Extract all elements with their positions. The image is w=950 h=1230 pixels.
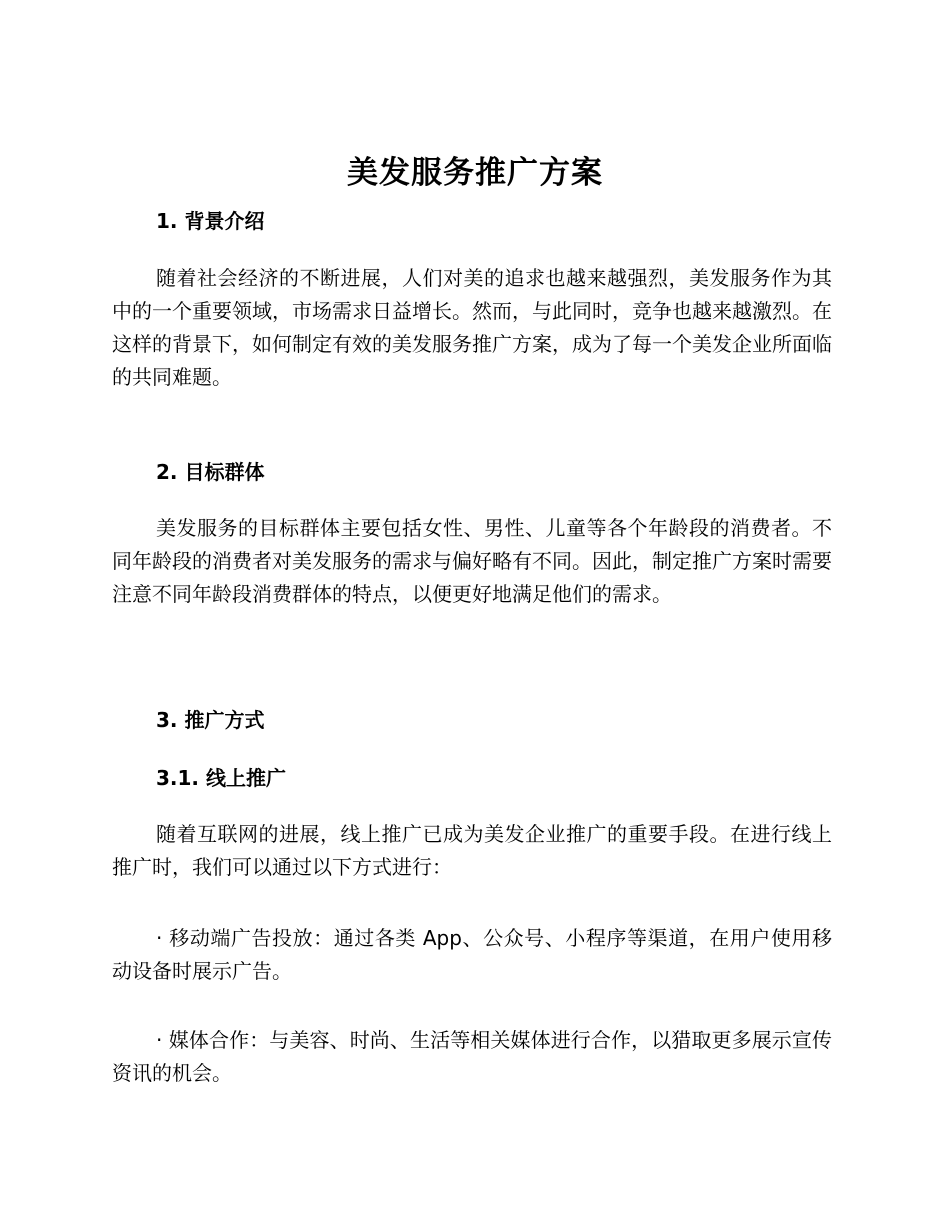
bullet-item: · 移动端广告投放：通过各类 App、公众号、小程序等渠道，在用户使用移动设备时展示广告。 (112, 926, 832, 983)
section-heading-promotion-methods: 3. 推广方式 (156, 708, 265, 732)
subsection-heading-online-promotion: 3.1. 线上推广 (156, 766, 286, 790)
bullet-item: · 媒体合作：与美容、时尚、生活等相关媒体进行合作，以猎取更多展示宣传资讯的机会。 (112, 1028, 832, 1085)
section-heading-background: 1. 背景介绍 (156, 209, 265, 233)
document-title: 美发服务推广方案 (347, 155, 603, 191)
paragraph-background: 随着社会经济的不断进展，人们对美的追求也越来越强烈，美发服务作为其中的一个重要领域，市场需求日益增长。然而，与此同时，竞争也越来越激烈。在这样的背景下，如何制定有效的美发服务推广方案，成为了每一个美发企业所面临的共同难题。 (112, 266, 832, 389)
section-heading-target-group: 2. 目标群体 (156, 460, 265, 484)
paragraph-online-promotion: 随着互联网的进展，线上推广已成为美发企业推广的重要手段。在进行线上推广时，我们可以通过以下方式进行： (112, 822, 832, 879)
paragraph-target-group: 美发服务的目标群体主要包括女性、男性、儿童等各个年龄段的消费者。不同年龄段的消费者对美发服务的需求与偏好略有不同。因此，制定推广方案时需要注意不同年龄段消费群体的特点，以便更好地满足他们的需求。 (112, 516, 832, 606)
